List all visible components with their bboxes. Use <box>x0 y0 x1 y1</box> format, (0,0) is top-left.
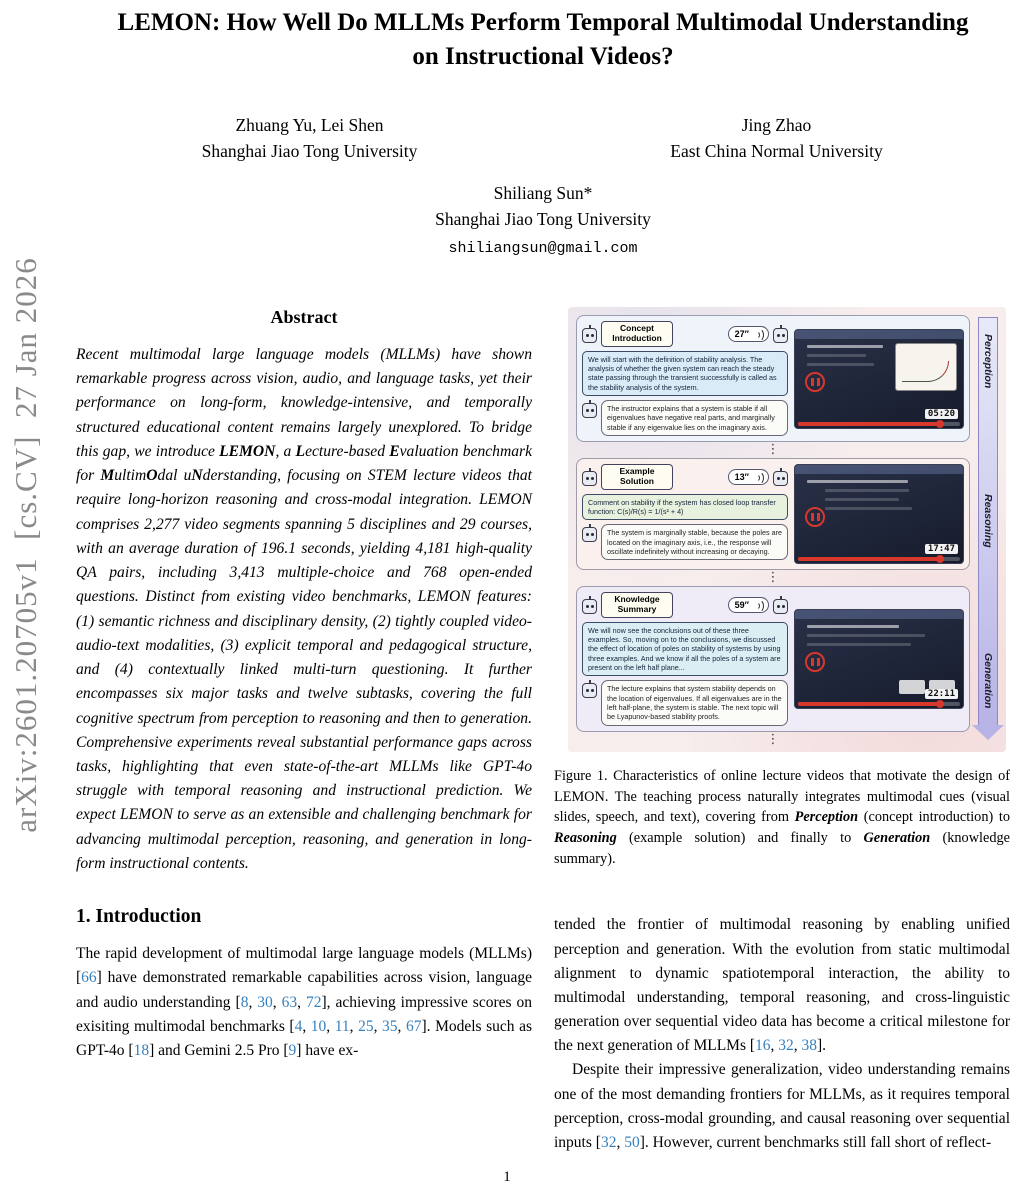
text-segment: ]. Models such as GPT-4o [ <box>76 1017 533 1059</box>
citation-link[interactable]: 10 <box>310 1017 327 1035</box>
text-segment: , a <box>275 442 296 460</box>
body-paragraph <box>554 913 1010 1058</box>
slide-formula-line <box>825 498 899 501</box>
note-row <box>582 680 788 725</box>
robot-icon <box>582 328 597 343</box>
text-segment: O <box>146 467 158 485</box>
ellipsis: ⋮ <box>766 442 780 458</box>
progress-bar <box>798 557 960 561</box>
progress-bar <box>798 702 960 706</box>
contact-email: shiliangsun@gmail.com <box>448 240 638 257</box>
slide-text-line <box>807 354 866 357</box>
citation-link[interactable]: 63 <box>281 993 298 1011</box>
text-segment: Generation <box>863 829 931 846</box>
slide-text-line <box>807 345 883 348</box>
text-segment: ] have demonstrated remarkable capabilities across vision, language and audio understanding [ <box>76 969 532 1011</box>
pause-icon <box>805 507 825 527</box>
robot-icon <box>582 599 597 614</box>
text-segment: , <box>770 1037 779 1055</box>
citation-link[interactable]: 66 <box>81 969 97 987</box>
text-segment: , <box>272 993 282 1011</box>
text-segment: tended the frontier of multimodal reasoning by enabling unified perception and generation. With the evolution from static multimodal alignment to dynamic spatiotemporal interaction, the ability to multimodal understanding, temporal reasoning, and cross-linguistic generation over sequential video data has become a critical milestone for the next generation of MLLMs [ <box>554 916 1010 1055</box>
note-bubble: The instructor explains that a system is stable if all eigenvalues have negative real parts, and marginally stable if any eigenvalue lies on the imaginary axis. <box>601 400 788 436</box>
ellipsis: ⋮ <box>766 731 780 747</box>
citation-link[interactable]: 50 <box>624 1133 640 1151</box>
audio-message <box>728 469 769 485</box>
stage-arrow <box>978 317 998 726</box>
pause-icon <box>805 652 825 672</box>
text-segment: , <box>349 1017 359 1035</box>
citation-link[interactable]: 4 <box>294 1017 303 1035</box>
two-column-body <box>76 301 1010 1155</box>
abstract-heading: Abstract <box>270 307 338 327</box>
slide-text-line <box>807 480 908 483</box>
robot-icon <box>582 527 597 542</box>
text-segment: Recent multimodal large language models (MLLMs) have shown remarkable progress across vision, audio, and language tasks, yet their performance on long-form, knowledge-intensive, and temporally structured educational content remains largely unexplored. To bridge this gap, we introduce <box>76 346 532 460</box>
page-number: 1 <box>503 1169 511 1185</box>
slide-title-bar <box>795 465 963 474</box>
text-segment: ecture-based <box>305 442 390 460</box>
paper-title <box>76 6 1010 74</box>
text-segment: , <box>616 1133 625 1151</box>
stage-label-reasoning: Reasoning <box>982 493 994 548</box>
figure-1 <box>568 307 1006 752</box>
arxiv-watermark: arXiv:2601.20705v1 [cs.CV] 27 Jan 2026 <box>8 257 43 833</box>
abstract-text <box>76 343 532 876</box>
audio-duration: 59″ <box>734 599 749 610</box>
text-segment: , <box>397 1017 406 1035</box>
figure-row-head <box>582 464 788 490</box>
pause-icon <box>805 372 825 392</box>
body-paragraph <box>554 1058 1010 1155</box>
citation-link[interactable]: 30 <box>257 993 273 1011</box>
text-segment: ultim <box>114 467 147 485</box>
figure-row-head <box>582 321 788 347</box>
transcript-bubble: We will start with the definition of stability analysis. The analysis of whether the given system can reach the steady state passing through the transient successfully is called as the stability analysis of the system. <box>582 351 788 396</box>
figure-1-caption <box>554 766 1010 870</box>
audio-duration: 13″ <box>734 471 749 482</box>
introduction-paragraph <box>76 942 532 1063</box>
figure-row-concept-introduction <box>576 315 970 442</box>
author-affiliation: Shanghai Jiao Tong University <box>201 141 418 162</box>
citation-link[interactable]: 16 <box>755 1037 771 1055</box>
note-row <box>582 524 788 560</box>
slide-text-line <box>807 643 911 646</box>
text-segment: The rapid development of multimodal large language models (MLLMs) [ <box>76 945 532 987</box>
sound-waves-icon <box>752 328 762 340</box>
text-segment: M <box>100 467 115 485</box>
video-timestamp: 22:11 <box>925 689 958 699</box>
citation-link[interactable]: 32 <box>600 1133 617 1151</box>
text-segment: (knowledge summary). <box>554 829 1010 867</box>
robot-icon <box>773 471 788 486</box>
text-segment: LEMON <box>219 442 276 460</box>
figure-row-knowledge-summary <box>576 586 970 732</box>
author-name: Shiliang Sun* <box>493 182 593 203</box>
author-name: Zhuang Yu, Lei Shen <box>235 115 384 135</box>
title-line-1: LEMON: How Well Do MLLMs Perform Temporal Multimodal Understanding <box>117 9 969 36</box>
stage-label-perception: Perception <box>982 334 994 389</box>
citation-link[interactable]: 8 <box>240 993 249 1011</box>
progress-bar <box>798 422 960 426</box>
note-row <box>582 400 788 436</box>
text-segment: ] have ex- <box>296 1041 359 1059</box>
text-segment: , <box>297 993 306 1011</box>
robot-icon <box>773 599 788 614</box>
figure-row-head <box>582 592 788 618</box>
text-segment: N <box>191 467 203 485</box>
citation-link[interactable]: 25 <box>358 1017 374 1035</box>
citation-link[interactable]: 32 <box>778 1037 794 1055</box>
robot-icon <box>582 403 597 418</box>
video-thumbnail <box>794 329 964 429</box>
video-timestamp: 05:20 <box>925 409 958 419</box>
figure-row-left <box>582 464 788 564</box>
audio-duration: 27″ <box>734 328 749 339</box>
audio-message <box>728 597 769 613</box>
title-line-2: on Instructional Videos? <box>412 43 674 70</box>
text-segment: (example solution) and finally to <box>616 829 864 846</box>
text-segment: Perception <box>794 809 859 826</box>
citation-link[interactable]: 11 <box>334 1017 350 1035</box>
text-segment: , <box>793 1037 802 1055</box>
text-segment: ]. <box>817 1037 827 1055</box>
slide-text-line <box>807 634 925 637</box>
text-segment: , <box>248 993 258 1011</box>
author-name: Jing Zhao <box>741 115 812 135</box>
robot-icon <box>582 471 597 486</box>
figure-row-left <box>582 321 788 436</box>
audio-message <box>728 326 769 342</box>
note-bubble: The lecture explains that system stability depends on the location of eigenvalues. If all eigenvalues are in the left half-plane, the system is stable. The next topic will be Lyapunov-based stability proofs. <box>601 680 788 725</box>
stage-label-chip: Knowledge Summary <box>601 592 673 618</box>
robot-icon <box>773 328 788 343</box>
author-block-1 <box>76 112 543 165</box>
citation-link[interactable]: 35 <box>382 1017 398 1035</box>
text-segment: ], achieving impressive scores on exisiting multimodal benchmarks [ <box>76 993 533 1035</box>
slide-title-bar <box>795 610 963 619</box>
note-bubble: The system is marginally stable, because the poles are located on the imaginary axis, i.e., the response will oscillate indefinitely without increasing or decaying. <box>601 524 788 560</box>
author-block-3 <box>76 180 1010 233</box>
text-segment: Despite their impressive generalization, video understanding remains one of the most demanding frontiers for MLLMs, as it requires temporal perception, cross-modal grounding, and causal reasoning over sequential inputs [ <box>554 1061 1010 1151</box>
ellipsis: ⋮ <box>766 570 780 586</box>
author-affiliation: Shanghai Jiao Tong University <box>435 208 651 229</box>
slide-text-line <box>807 363 874 366</box>
video-thumbnail <box>794 609 964 709</box>
paper-page <box>76 0 1010 1155</box>
text-segment: valuation benchmark for <box>76 442 533 485</box>
left-column <box>76 301 532 1063</box>
citation-link[interactable]: 67 <box>405 1017 422 1035</box>
robot-icon <box>582 683 597 698</box>
text-segment: E <box>389 442 400 460</box>
authors-row <box>76 112 1010 165</box>
video-timestamp: 17:47 <box>925 544 958 554</box>
slide-formula-line <box>825 507 912 510</box>
slide-graph <box>895 343 957 391</box>
figure-row-example-solution <box>576 458 970 570</box>
slide-title-bar <box>795 330 963 339</box>
citation-link[interactable]: 72 <box>305 993 322 1011</box>
text-segment: (concept introduction) to <box>858 809 1010 826</box>
author-block-2 <box>543 112 1010 165</box>
text-segment: , <box>326 1017 335 1035</box>
text-segment: , <box>373 1017 383 1035</box>
stage-label-chip: Example Solution <box>601 464 673 490</box>
author-affiliation: East China Normal University <box>670 141 883 162</box>
text-segment: , <box>302 1017 311 1035</box>
section-heading-introduction: 1. Introduction <box>76 906 202 928</box>
right-column <box>554 301 1010 1155</box>
citation-link[interactable]: 18 <box>133 1041 150 1059</box>
slide-text-line <box>807 625 899 628</box>
transcript-bubble: We will now see the conclusions out of these three examples. So, moving on to the conclusions, we discussed the effect of location of poles on stability of systems by using three examples. And we know if all the poles of a system are present on the left half plane... <box>582 622 788 677</box>
text-segment: derstanding, focusing on STEM lecture videos that require long-horizon reasoning and cross-modal integration. LEMON comprises 2,277 video segments spanning 5 disciplines and 29 courses, with an average duration of 196.1 seconds, yielding 4,181 high-quality QA pairs, including 3,413 multiple-choice and 768 open-ended questions. Distinct from existing video benchmarks, LEMON features: (1) semantic richness and disciplinary density, (2) tightly coupled video-audio-text modalities, (3) explicit temporal and pedagogical structure, and (4) contextually linked multi-turn questioning. It further encompasses six major tasks and twelve subtasks, covering the full cognitive spectrum from perception to reasoning and then to generation. Comprehensive experiments reveal substantial performance gaps across tasks, highlighting that even state-of-the-art MLLMs like GPT-4o struggle with temporal reasoning and instructional prediction. We expect LEMON to serve as an extensible and challenging benchmark for advancing multimodal perception, reasoning, and generation in long-form instructional contents. <box>76 467 532 872</box>
citation-link[interactable]: 38 <box>801 1037 818 1055</box>
slide-formula-line <box>825 489 909 492</box>
text-segment: Figure 1. Characteristics of online lecture videos that motivate the design of LEMON. The teaching process naturally integrates multimodal cues (visual slides, speech, and text), covering from <box>554 767 1010 826</box>
text-segment: ] and Gemini 2.5 Pro [ <box>149 1041 289 1059</box>
text-segment: L <box>295 442 306 460</box>
citation-link[interactable]: 9 <box>288 1041 297 1059</box>
text-segment: dal u <box>157 467 192 485</box>
stage-label-generation: Generation <box>982 653 994 709</box>
sound-waves-icon <box>752 471 762 483</box>
text-segment: Reasoning <box>554 829 617 846</box>
transcript-bubble: Comment on stability if the system has closed loop transfer function: C(s)/R(s) = 1/(s² + 4) <box>582 494 788 521</box>
sound-waves-icon <box>752 599 762 611</box>
stage-label-chip: Concept Introduction <box>601 321 673 347</box>
text-segment: ]. However, current benchmarks still fall short of reflect- <box>639 1133 992 1151</box>
figure-row-left <box>582 592 788 726</box>
video-thumbnail <box>794 464 964 564</box>
